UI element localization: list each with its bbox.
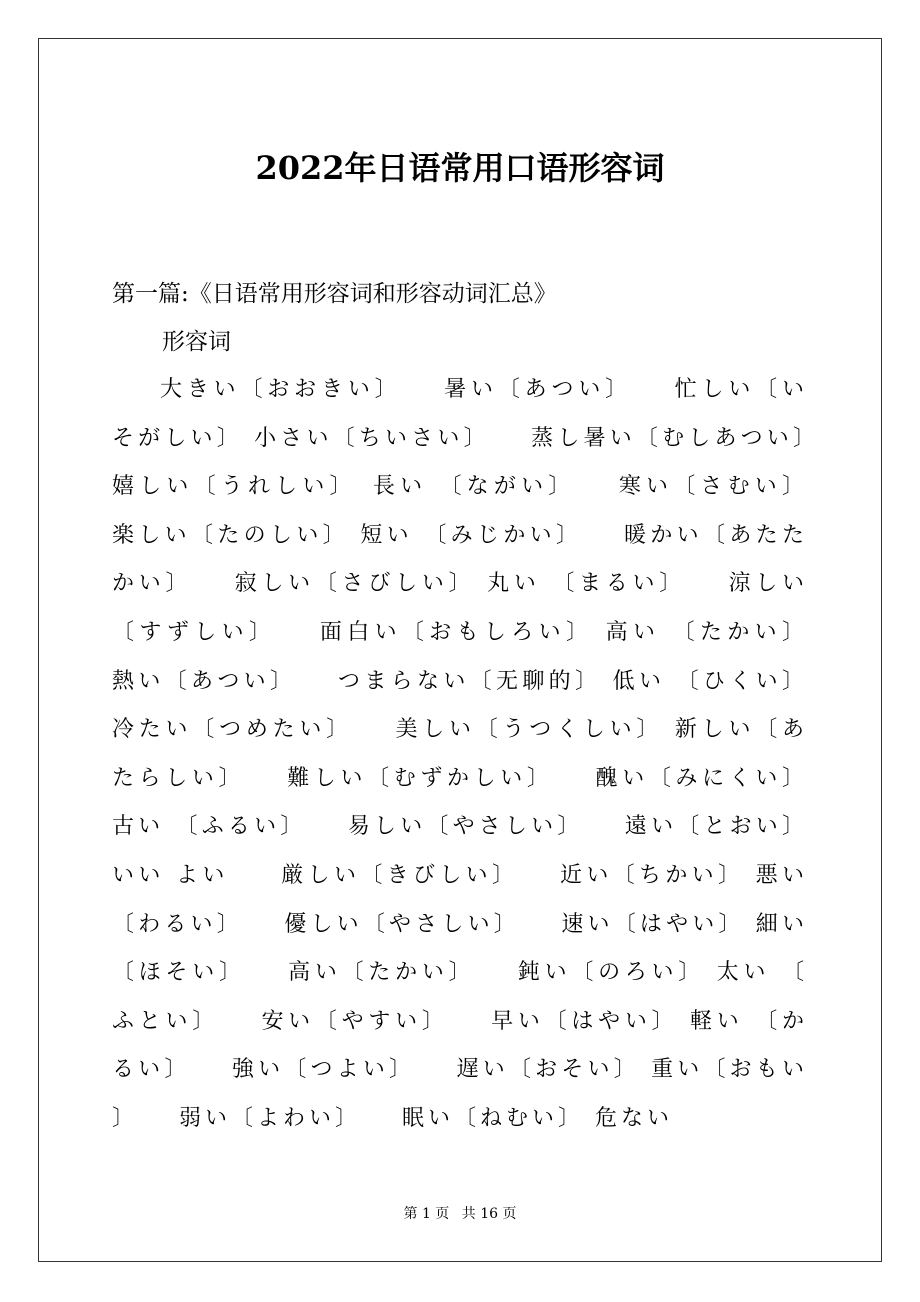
page-footer (0, 1204, 920, 1224)
page-number: 第 1 页 (403, 1206, 450, 1222)
sub-heading: 形容词 (162, 329, 231, 355)
section-heading: 第一篇:《日语常用形容词和形容动词汇总》 (112, 281, 557, 307)
document-title: 2022年日语常用口语形容词 (255, 149, 665, 187)
page-total: 共 16 页 (461, 1206, 517, 1222)
adjective-list-paragraph: 大きい〔おおきい〕 暑い〔あつい〕 忙しい〔いそがしい〕 小さい〔ちいさい〕 蒸し暑い〔むしあつい〕 嬉しい〔うれしい〕 長い 〔ながい〕 寒い〔さむい〕 楽しい〔たのしい〕 短い 〔みじかい〕 暖かい〔あたたかい〕 寂しい〔さびしい〕 丸い 〔まるい〕 涼しい〔すずしい〕 面白い〔おもしろい〕 高い 〔たかい〕 熱い〔あつい〕 つまらない〔无聊的〕 低い 〔ひくい〕 冷たい〔つめたい〕 美しい〔うつくしい〕 新しい〔あたらしい〕 難しい〔むずかしい〕 醜い〔みにくい〕 古い 〔ふるい〕 易しい〔やさしい〕 遠い〔とおい〕 いい よい 厳しい〔きびしい〕 近い〔ちかい〕 悪い 〔わるい〕 優しい〔やさしい〕 速い〔はやい〕 細い 〔ほそい〕 高い〔たかい〕 鈍い〔のろい〕 太い 〔ふとい〕 安い〔やすい〕 早い〔はやい〕 軽い 〔かるい〕 強い〔つよい〕 遅い〔おそい〕 重い〔おもい〕 弱い〔よわい〕 眠い〔ねむい〕 危ない (112, 377, 808, 1131)
